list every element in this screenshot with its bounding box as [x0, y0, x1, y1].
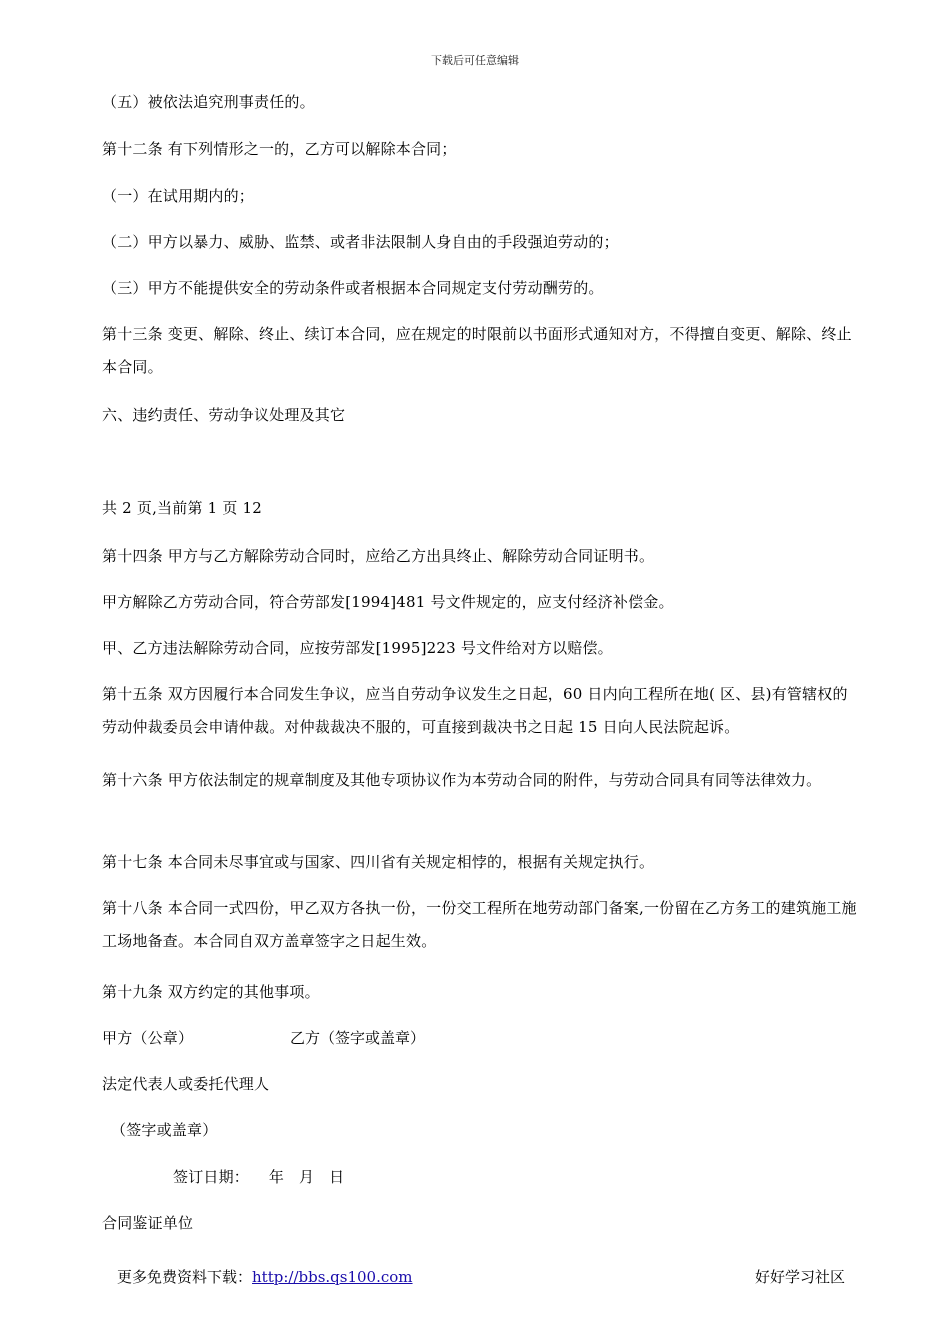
article-15: 第十五条 双方因履行本合同发生争议，应当自劳动争议发生之日起，60 日内向工程所在地( 区、县)有管辖权的劳动仲裁委员会申请仲裁。对仲裁裁决不服的，可直接到裁决书之日起 15 日向人民法院起诉。	[102, 685, 848, 736]
verification-unit: 合同鉴证单位	[102, 1214, 194, 1232]
footer-download	[117, 1266, 413, 1287]
clause-item-2: （二）甲方以暴力、威胁、监禁、或者非法限制人身自由的手段强迫劳动的；	[102, 233, 619, 251]
illegal-termination-clause: 甲、乙方违法解除劳动合同，应按劳部发[1995]223 号文件给对方以赔偿。	[102, 639, 613, 657]
section-heading-6: 六、违约责任、劳动争议处理及其它	[102, 406, 346, 424]
clause-item-3: （三）甲方不能提供安全的劳动条件或者根据本合同规定支付劳动酬劳的。	[102, 279, 604, 297]
signing-date: 签订日期： 年 月 日	[173, 1168, 345, 1186]
sign-or-seal: （签字或盖章）	[111, 1121, 218, 1139]
article-18: 第十八条 本合同一式四份，甲乙双方各执一份，一份交工程所在地劳动部门备案,一份留在乙方务工的建筑施工施工场地备查。本合同自双方盖章签字之日起生效。	[102, 899, 857, 950]
article-19: 第十九条 双方约定的其他事项。	[102, 983, 320, 1001]
legal-representative: 法定代表人或委托代理人	[102, 1075, 270, 1093]
clause-item-5: （五）被依法追究刑事责任的。	[102, 93, 315, 111]
party-b-signature: 乙方（签字或盖章）	[290, 1029, 426, 1047]
article-14: 第十四条 甲方与乙方解除劳动合同时，应给乙方出具终止、解除劳动合同证明书。	[102, 547, 655, 565]
article-16: 第十六条 甲方依法制定的规章制度及其他专项协议作为本劳动合同的附件，与劳动合同具有同等法律效力。	[102, 771, 822, 789]
article-13: 第十三条 变更、解除、终止、续订本合同，应在规定的时限前以书面形式通知对方，不得擅自变更、解除、终止本合同。	[102, 325, 852, 376]
page-header: 下载后可任意编辑	[431, 54, 519, 67]
article-12: 第十二条 有下列情形之一的，乙方可以解除本合同；	[102, 140, 457, 158]
footer-download-label: 更多免费资料下载：	[117, 1268, 253, 1286]
footer-community: 好好学习社区	[754, 1268, 845, 1286]
clause-item-1: （一）在试用期内的；	[102, 187, 255, 205]
page-counter: 共 2 页,当前第 1 页 12	[102, 499, 262, 517]
compensation-clause: 甲方解除乙方劳动合同，符合劳部发[1994]481 号文件规定的，应支付经济补偿金。	[102, 593, 674, 611]
party-a-seal: 甲方（公章）	[102, 1029, 194, 1047]
footer-link[interactable]: http://bbs.qs100.com	[252, 1268, 413, 1286]
article-17: 第十七条 本合同未尽事宜或与国家、四川省有关规定相悖的，根据有关规定执行。	[102, 853, 655, 871]
